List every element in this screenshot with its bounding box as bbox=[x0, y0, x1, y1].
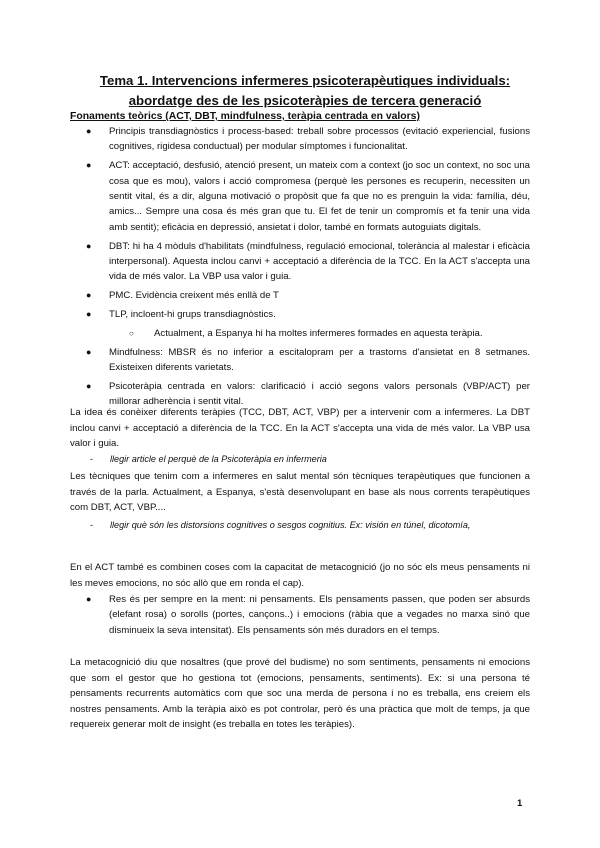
list-item bbox=[73, 124, 530, 155]
list-item bbox=[73, 592, 530, 638]
bullet-icon: ● bbox=[86, 240, 92, 251]
bullet-text: MBSR és no inferior a escitalopram per a trastorns d'ansietat en 8 setmanes. Existeixen diferents varietats. bbox=[109, 346, 530, 374]
bullet-icon: ● bbox=[86, 346, 92, 357]
list-item bbox=[73, 158, 530, 235]
dash-icon: - bbox=[90, 520, 94, 530]
dash-text: llegir article el perquè de la Psicoteràpia en infermeria bbox=[110, 454, 327, 464]
section-heading: Fonaments teòrics (ACT, DBT, mindfulness, teràpia centrada en valors) bbox=[70, 111, 420, 122]
bullet-icon: ● bbox=[86, 380, 92, 391]
bullet-text: hi ha 4 mòduls d'habilitats (mindfulness, regulació emocional, tolerància al malestar i eficàcia interpersonal). Aquesta inclou canvi + acceptació a diferència de la TCC. En la ACT s'accepta una vida de més valor. La VBP usa valor i guia. bbox=[109, 240, 530, 283]
bullet-icon: ● bbox=[86, 160, 92, 171]
bullet-icon: ● bbox=[86, 309, 92, 320]
bullet-list bbox=[73, 592, 530, 638]
bullet-list bbox=[73, 124, 530, 413]
bullet-text: incloent-hi grups transdiagnòstics. bbox=[128, 309, 276, 321]
bullet-icon: ● bbox=[86, 594, 92, 604]
bullet-label: Mindfulness: bbox=[109, 346, 163, 358]
bullet-label: Psicoteràpia centrada en valors: bbox=[109, 380, 256, 392]
bullet-label: PMC. bbox=[109, 290, 133, 302]
paragraph: La idea és conèixer diferents teràpies (TCC, DBT, ACT, VBP) per a intervenir com a infermeres. La DBT inclou canvi + acceptació a diferència de la TCC. En la ACT s'accepta una vida de més valor. La VBP usa valor i guia. bbox=[70, 407, 530, 449]
paragraph: La metacognició diu que nosaltres (que prové del budisme) no som sentiments, pensaments ni emocions que som el gestor que ho gestiona tot (emocions, pensaments, sentiments). Ex: si una persona té pensaments recurrents automàtics com que soc una merda de persona i no es treballa, ens creiem els nostres pensaments. Amb la teràpia això es pot controlar, però és una pràctica que molt de temps, ja que requereix generar molt de insight (es treballa en totes les teràpies). bbox=[70, 657, 530, 730]
bullet-label: TLP, bbox=[109, 309, 129, 321]
paragraph: Les tècniques que tenim com a infermeres en salut mental són tècniques terapèutiques que funcionen a través de la parla. Actualment, a Espanya, s'està desenvolupant en base als nous corrents terapèutiques com DBT, ACT, VBP.... bbox=[70, 471, 530, 513]
list-item bbox=[73, 345, 530, 376]
sub-list-item bbox=[73, 326, 530, 341]
bullet-text: Res és per sempre en la ment: ni pensaments. Els pensaments passen, que poden ser absurds (elefant rosa) o sorolls (portes, cançons..) i emocions (ràbia que a vegades no marxa sinó que disminueix la seva intensitat). Els pensaments són més duradors en el temps. bbox=[109, 594, 530, 636]
bullet-text: clarificació i acció segons valors personals (VBP/ACT) per millorar adherència i sentit vital. bbox=[109, 380, 530, 408]
dash-text: llegir què són les distorsions cognitives o sesgos cognitius. Ex: visión en túnel, dicotomía, bbox=[110, 520, 471, 530]
bullet-label: Principis transdiagnòstics i process-based: bbox=[109, 126, 294, 137]
list-item bbox=[73, 288, 530, 303]
bullet-label: DBT: bbox=[109, 240, 130, 252]
bullet-text: treball sobre processos (evitació experiencial, fusions cognitives, rigidesa conductual) per modular símptomes i funcionalitat. bbox=[109, 126, 530, 153]
bullet-text: Evidència creixent més enllà de T bbox=[132, 290, 279, 302]
bullet-label: ACT: bbox=[109, 160, 130, 172]
bullet-icon: ● bbox=[86, 290, 92, 301]
bullet-icon: ● bbox=[86, 126, 92, 136]
dash-list-item bbox=[70, 518, 530, 533]
document-title: Tema 1. Intervencions infermeres psicoterapèutiques individuals: abordatge des de les psicoteràpies de tercera generació bbox=[99, 73, 511, 108]
dash-list-item bbox=[70, 452, 530, 467]
bullet-text: acceptació, desfusió, atenció present, un mateix com a context (jo soc un context, no soc una cosa que es mou), valors i acció compromesa (perquè les persones es recuperin, necessiten un sentit vital, és a dir, alguna motivació o propòsit que fa que no es prenguin la vida: família, déu, amics... Sempre una cosa és més gran que tu. El fet de tenir un compromís et fa tenir una vida amb sentit); eficàcia en depressió, ansietat i dolor, també en formats autoguiats digitals. bbox=[109, 160, 530, 233]
list-item bbox=[73, 307, 530, 322]
page-number: 1 bbox=[517, 798, 523, 809]
paragraph: En el ACT també es combinen coses com la capacitat de metacognició (jo no sóc els meus pensaments ni les meves emocions, no sóc allò que em ronda el cap). bbox=[70, 562, 530, 589]
list-item bbox=[73, 239, 530, 285]
bullet-text: Actualment, a Espanya hi ha moltes infermeres formades en aquesta teràpia. bbox=[154, 327, 483, 339]
sub-bullet-icon: ○ bbox=[129, 328, 134, 338]
dash-icon: - bbox=[90, 454, 94, 464]
